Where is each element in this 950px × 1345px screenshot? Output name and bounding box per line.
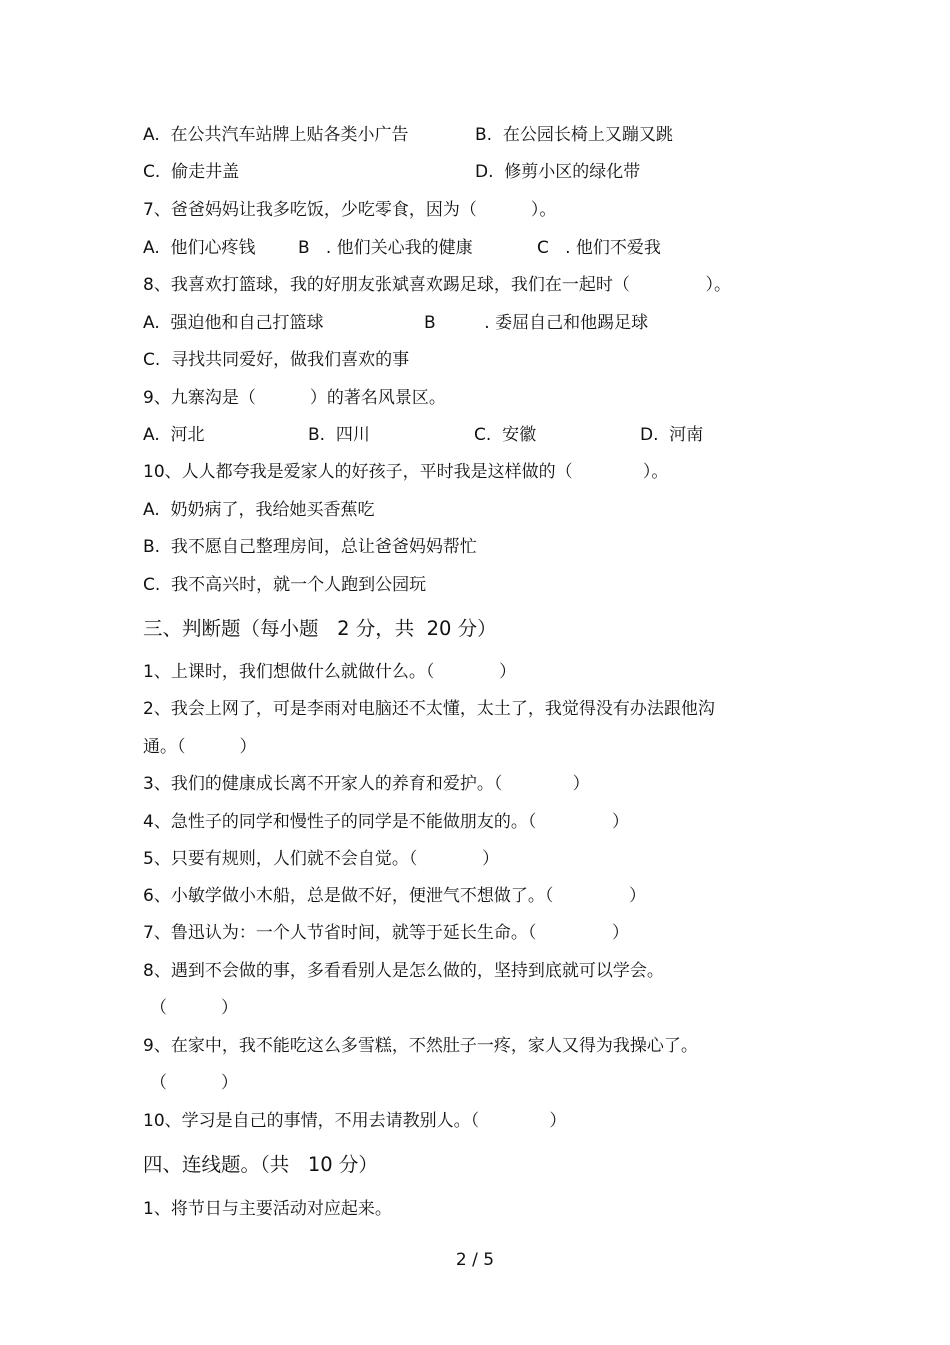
judge-item: 2、我会上网了，可是李雨对电脑还不太懂，太土了，我觉得没有办法跟他沟 [143,699,715,719]
q9-option-d: D. 河南 [640,425,704,445]
judge-item: 10、学习是自己的事情，不用去请教别人。（ ） [143,1111,567,1131]
q10-option-b: B. 我不愿自己整理房间，总让爸爸妈妈帮忙 [143,537,477,557]
q7-option-a: A. 他们心疼钱 [143,238,256,258]
judge-item: 5、只要有规则，人们就不会自觉。（ ） [143,849,500,869]
q8-option-c: C. 寻找共同爱好，做我们喜欢的事 [143,350,410,370]
q10-stem: 10、人人都夸我是爱家人的好孩子，平时我是这样做的（ ）。 [143,462,669,482]
judge-item: 9、在家中，我不能吃这么多雪糕，不然肚子一疼，家人又得为我操心了。 [143,1036,698,1056]
judge-item: 1、上课时，我们想做什么就做什么。（ ） [143,662,517,682]
section3-title: 三、判断题（每小题 2 分，共 20 分） [143,617,497,640]
q6-option-a: A. 在公共汽车站牌上贴各类小广告 [143,125,409,145]
q9-option-c: C. 安徽 [474,425,537,445]
q9-option-a: A. 河北 [143,425,205,445]
q7-option-c: C . 他们不爱我 [537,238,661,258]
q10-option-a: A. 奶奶病了，我给她买香蕉吃 [143,500,375,520]
q7-stem: 7、爸爸妈妈让我多吃饭，少吃零食，因为（ ）。 [143,200,557,220]
judge-item: 8、遇到不会做的事，多看看别人是怎么做的，坚持到底就可以学会。 [143,961,664,981]
judge-item-continuation: （ ） [150,1073,239,1093]
matching-item: 1、将节日与主要活动对应起来。 [143,1199,392,1219]
judge-item: 6、小敏学做小木船，总是做不好，便泄气不想做了。（ ） [143,886,646,906]
q9-stem: 9、九寨沟是（ ）的著名风景区。 [143,388,446,408]
q6-option-c: C. 偷走井盖 [143,162,240,182]
q6-option-d: D. 修剪小区的绿化带 [475,162,641,182]
judge-item: 7、鲁迅认为：一个人节省时间，就等于延长生命。（ ） [143,923,629,943]
judge-item: 4、急性子的同学和慢性子的同学是不能做朋友的。（ ） [143,812,629,832]
judge-item: 3、我们的健康成长离不开家人的养育和爱护。（ ） [143,774,590,794]
judge-item-continuation: （ ） [150,998,239,1018]
page-number: 2 / 5 [455,1250,495,1270]
q7-option-b: B . 他们关心我的健康 [298,238,473,258]
section4-title: 四、连线题。（共 10 分） [143,1153,378,1176]
q8-option-b: B . 委屈自己和他踢足球 [424,313,649,333]
q10-option-c: C. 我不高兴时，就一个人跑到公园玩 [143,575,427,595]
q8-stem: 8、我喜欢打篮球，我的好朋友张斌喜欢踢足球，我们在一起时（ ）。 [143,275,731,295]
q6-option-b: B. 在公园长椅上又蹦又跳 [475,125,673,145]
judge-item-continuation: 通。（ ） [143,737,257,757]
q9-option-b: B. 四川 [308,425,370,445]
q8-option-a: A. 强迫他和自己打篮球 [143,313,324,333]
